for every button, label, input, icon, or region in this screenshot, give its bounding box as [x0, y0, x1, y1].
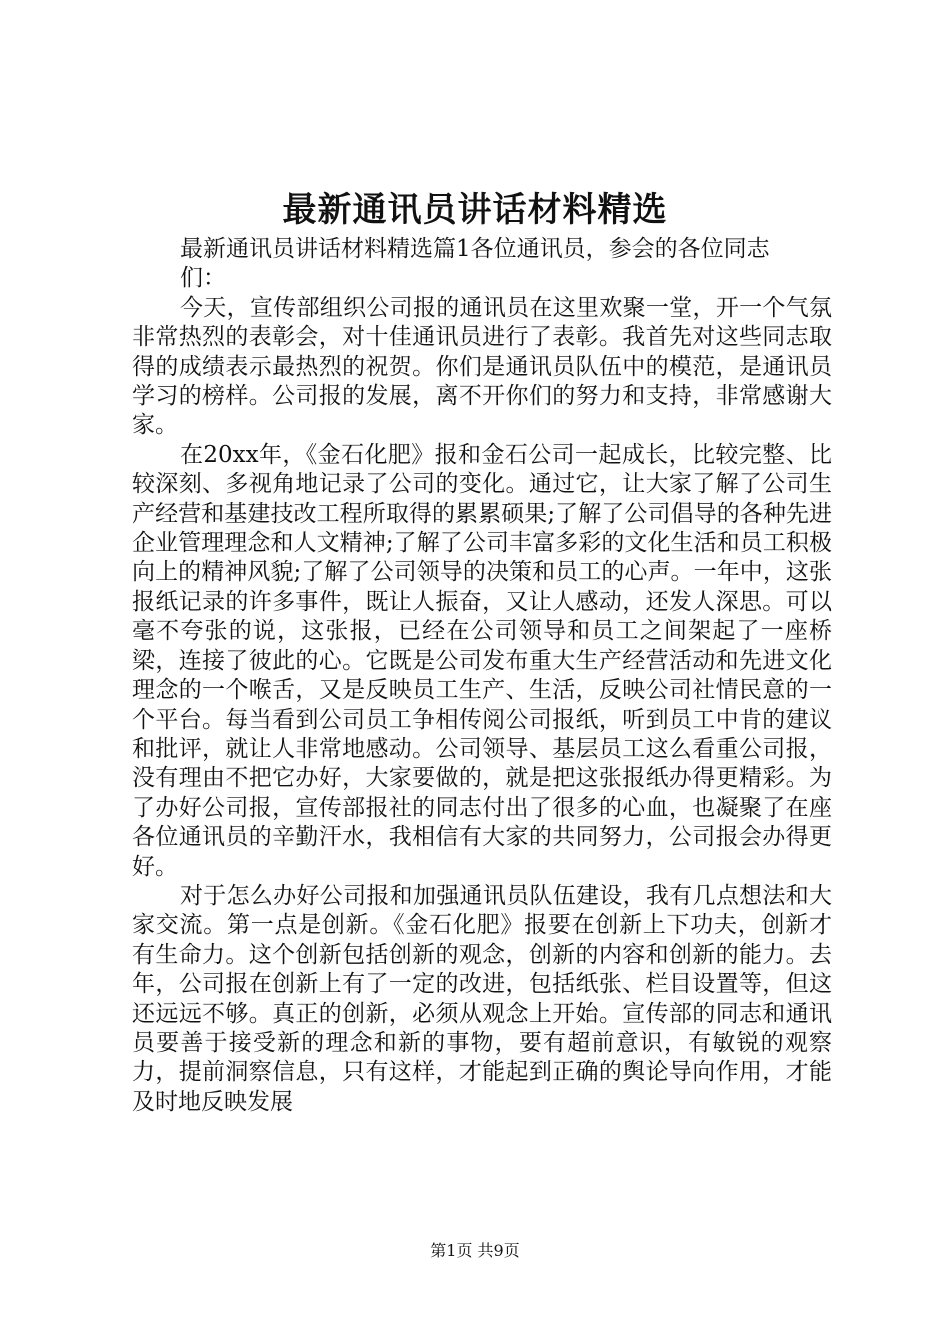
- paragraph-1: 今天，宣传部组织公司报的通讯员在这里欢聚一堂，开一个气氛非常热烈的表彰会，对十佳通讯员进行了表彰。我首先对这些同志取得的成绩表示最热烈的祝贺。你们是通讯员队伍中的模范，是通讯员学习的榜样。公司报的发展，离不开你们的努力和支持，非常感谢大家。: [132, 294, 832, 439]
- document-title: 最新通讯员讲话材料精选: [282, 190, 668, 230]
- paragraph-3: 对于怎么办好公司报和加强通讯员队伍建设，我有几点想法和大家交流。第一点是创新。《金石化肥》报要在创新上下功夫，创新才有生命力。这个创新包括创新的观念，创新的内容和创新的能力。去年，公司报在创新上有了一定的改进，包括纸张、栏目设置等，但这还远远不够。真正的创新，必须从观念上开始。宣传部的同志和通讯员要善于接受新的理念和新的事物，要有超前意识，有敏锐的观察力，提前洞察信息，只有这样，才能起到正确的舆论导向作用，才能及时地反映发展: [132, 882, 832, 1115]
- intro-line: 最新通讯员讲话材料精选篇1各位通讯员，参会的各位同志们：: [180, 236, 770, 292]
- document-body: [132, 235, 832, 1117]
- paragraph-2: 在20xx年，《金石化肥》报和金石公司一起成长，比较完整、比较深刻、多视角地记录了公司的变化。通过它，让大家了解了公司生产经营和基建技改工程所取得的累累硕果;了解了公司倡导的各种先进企业管理理念和人文精神;了解了公司丰富多彩的文化生活和员工积极向上的精神风貌;了解了公司领导的决策和员工的心声。一年中，这张报纸记录的许多事件，既让人振奋，又让人感动，还发人深思。可以毫不夸张的说，这张报，已经在公司领导和员工之间架起了一座桥梁，连接了彼此的心。它既是公司发布重大生产经营活动和先进文化理念的一个喉舌，又是反映员工生产、生活，反映公司社情民意的一个平台。每当看到公司员工争相传阅公司报纸，听到员工中肯的建议和批评，就让人非常地感动。公司领导、基层员工这么看重公司报，没有理由不把它办好，大家要做的，就是把这张报纸办得更精彩。为了办好公司报，宣传部报社的同志付出了很多的心血，也凝聚了在座各位通讯员的辛勤汗水，我相信有大家的共同努力，公司报会办得更好。: [132, 441, 832, 880]
- page-footer: 第1页 共9页: [430, 1241, 520, 1260]
